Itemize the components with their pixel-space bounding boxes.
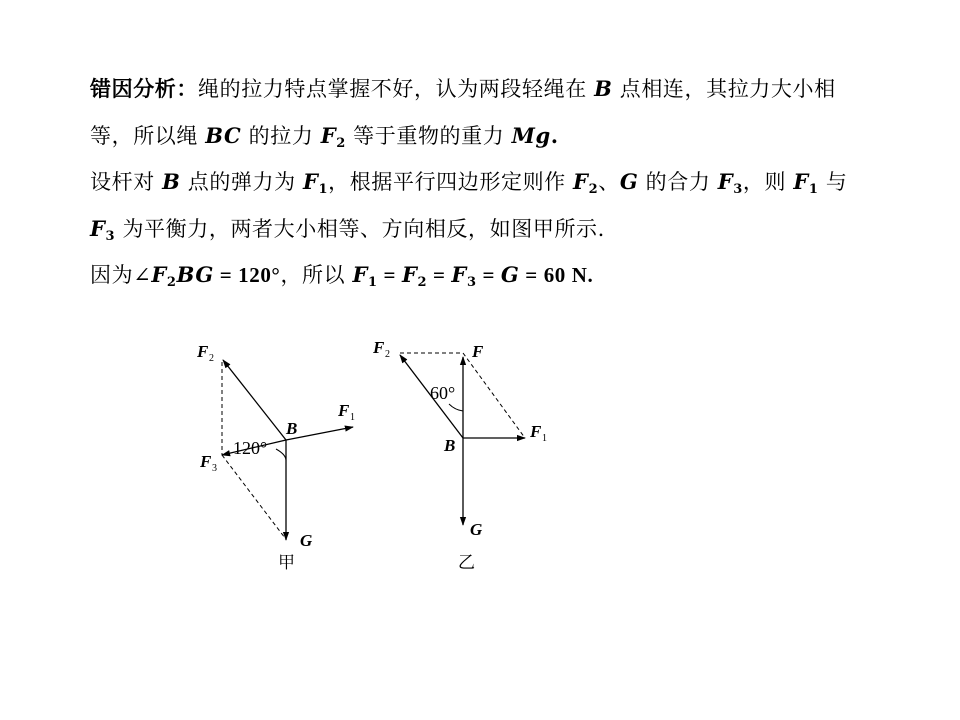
- f1-label: F: [338, 401, 350, 420]
- figure-caption: 乙: [458, 553, 475, 573]
- text: 与: [818, 170, 848, 194]
- f3-label: F: [200, 452, 212, 471]
- figure-yi: [372, 338, 547, 573]
- gravity-g: G: [619, 169, 639, 194]
- subscript: 1: [318, 182, 329, 197]
- b-label: B: [444, 436, 456, 455]
- text: 为平衡力，两者大小相等、方向相反，如图甲所示.: [115, 216, 605, 241]
- result-value: = 60 N.: [519, 263, 594, 287]
- dashed-line: [222, 455, 285, 538]
- figure-caption: 甲: [278, 553, 295, 573]
- text: 设杆对: [90, 170, 163, 194]
- force-f: F: [451, 262, 467, 287]
- text: 因为∠: [90, 263, 152, 287]
- force-f: F: [793, 169, 809, 194]
- text: 的合力: [638, 170, 718, 194]
- point-b: B: [594, 76, 613, 101]
- b-label: B: [286, 419, 298, 438]
- force-f: F: [717, 169, 734, 194]
- weight-mg: Mg: [511, 122, 551, 148]
- angle-label: 120°: [233, 438, 268, 458]
- force-f: F: [401, 262, 418, 287]
- text: ，则: [742, 170, 794, 194]
- subscript: 3: [733, 182, 743, 197]
- f1-subscript: 1: [350, 412, 355, 423]
- text: ，所以: [280, 263, 353, 287]
- force-f: F: [90, 215, 106, 241]
- text: 、: [598, 170, 620, 194]
- dashed-line: [463, 353, 525, 438]
- f2-label: F: [197, 342, 209, 361]
- force-f: F: [151, 262, 167, 287]
- text: 点相连，其拉力大小相: [612, 77, 836, 101]
- equals: =: [377, 263, 402, 287]
- g-label: G: [470, 520, 483, 539]
- f1-label: F: [530, 422, 542, 441]
- force-f: F: [320, 122, 337, 148]
- point-b: B: [162, 169, 181, 194]
- text: ，根据平行四边形定则作: [328, 170, 574, 194]
- subscript: 2: [417, 275, 428, 290]
- text: 绳的拉力特点掌握不好，认为两段轻绳在: [198, 77, 595, 101]
- subscript: 2: [336, 135, 346, 151]
- error-analysis-label: 错因分析：: [90, 76, 198, 101]
- f2-label: F: [373, 338, 385, 357]
- angle-arc: [276, 449, 286, 462]
- f2-subscript: 2: [209, 353, 214, 364]
- f-label: F: [472, 342, 484, 361]
- subscript: 2: [588, 182, 599, 197]
- subscript: 1: [808, 182, 819, 197]
- force-f: F: [303, 169, 319, 194]
- angle-label: 60°: [430, 383, 456, 403]
- gravity-g: G: [500, 262, 520, 287]
- angle-arc: [449, 404, 463, 411]
- f1-subscript: 1: [542, 433, 547, 444]
- subscript: 1: [368, 275, 378, 290]
- angle-value: = 120°: [213, 263, 281, 287]
- subscript: 3: [105, 228, 116, 244]
- rope-bc: BC: [205, 122, 242, 148]
- text: BG: [176, 262, 214, 287]
- g-label: G: [300, 531, 313, 550]
- text: 的拉力: [241, 123, 321, 148]
- f2-arrow: [223, 360, 286, 440]
- force-f: F: [352, 262, 369, 287]
- text: 等，所以绳: [90, 123, 206, 148]
- equals: =: [476, 263, 501, 287]
- text: 点的弹力为: [180, 170, 303, 194]
- subscript: 2: [166, 275, 177, 290]
- subscript: 3: [466, 275, 477, 290]
- text: .: [550, 122, 559, 148]
- text: 等于重物的重力: [345, 123, 512, 148]
- f3-subscript: 3: [212, 463, 217, 474]
- figure-jia: [196, 342, 355, 573]
- force-f: F: [573, 169, 589, 194]
- f2-subscript: 2: [385, 349, 390, 360]
- equals: =: [427, 263, 452, 287]
